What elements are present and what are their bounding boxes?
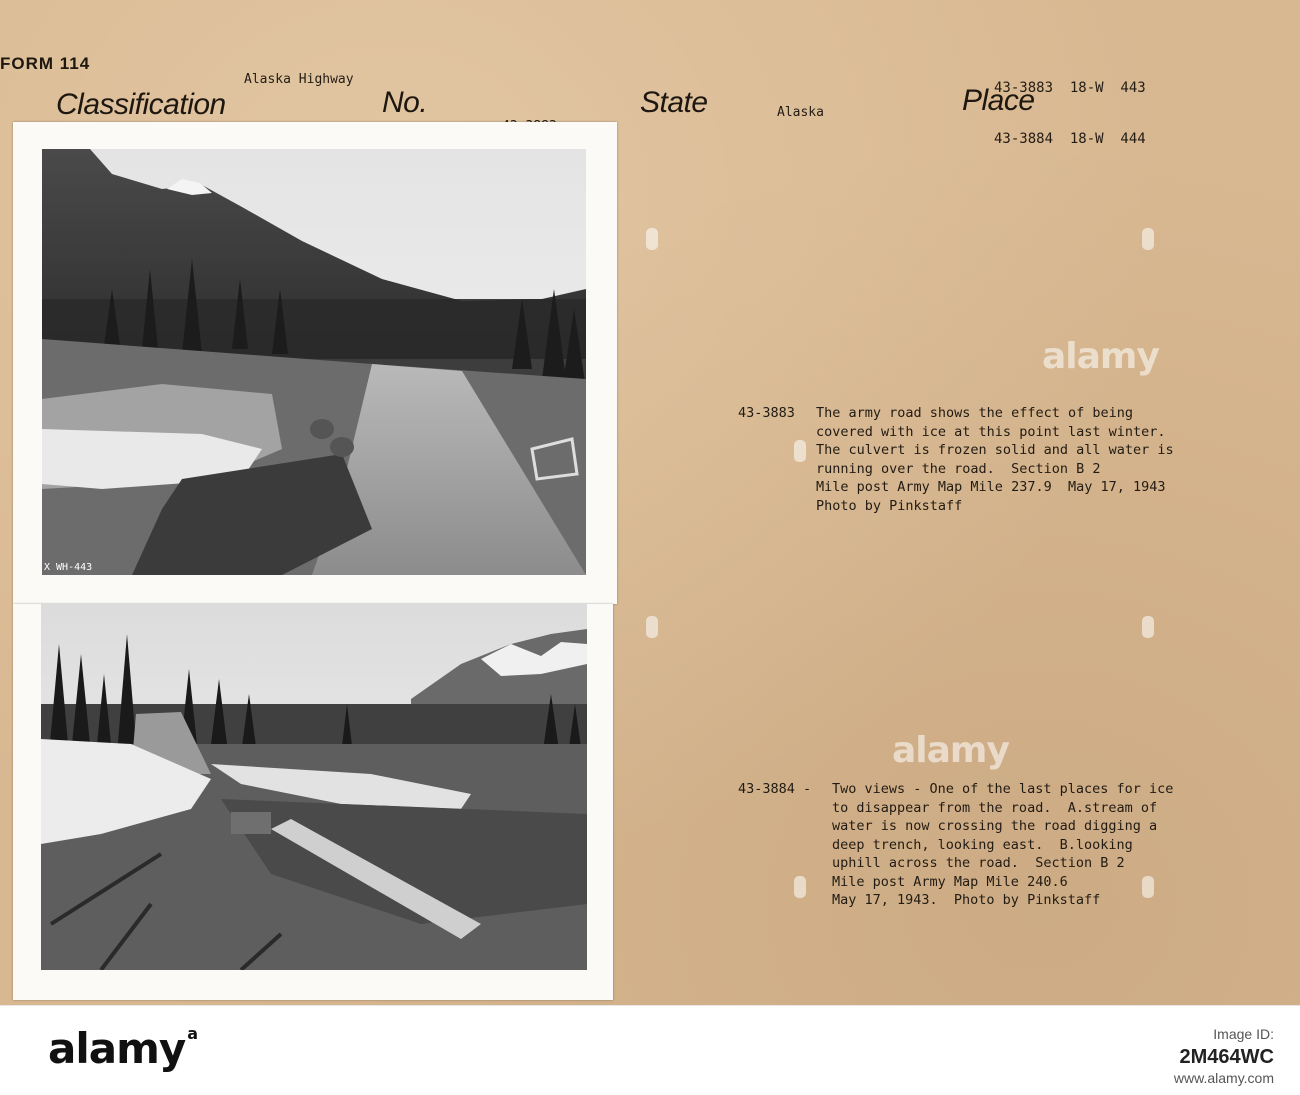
caption-number: 43-3884 - <box>738 781 812 797</box>
caption-line: Mile post Army Map Mile 237.9 May 17, 1943 <box>816 479 1166 495</box>
caption-line: deep trench, looking east. B.looking <box>832 836 1133 853</box>
state-heading: State <box>640 86 708 119</box>
caption-line: running over the road. Section B 2 <box>816 460 1101 477</box>
watermark-mark <box>1142 228 1154 250</box>
caption-line: water is now crossing the road digging a <box>832 818 1158 834</box>
photo-mount-bottom <box>13 604 613 1000</box>
trademark-mark: a <box>187 1024 198 1043</box>
caption-line: to disappear from the road. A.stream of <box>832 799 1158 816</box>
footer-logo-text: alamy <box>48 1024 186 1073</box>
number-heading: No. <box>382 86 428 119</box>
watermark-mark <box>646 616 658 638</box>
footer-meta <box>1213 1026 1274 1042</box>
state-value: Alaska <box>777 105 824 120</box>
photo-stream-trench-image <box>41 604 587 970</box>
watermark: alamy <box>892 730 1009 771</box>
photo-road-ice-image <box>42 149 586 575</box>
footer-url[interactable]: www.alamy.com <box>1173 1070 1274 1086</box>
caption-line: The culvert is frozen solid and all water is <box>816 442 1174 458</box>
caption-number: 43-3883 <box>738 405 795 421</box>
classification-heading: Classification <box>56 88 226 121</box>
photo-mark-text: X WH-443 <box>44 562 93 573</box>
watermark-mark <box>794 440 806 462</box>
caption-line: covered with ice at this point last winter. <box>816 423 1166 440</box>
caption-text <box>832 780 1173 910</box>
caption-line: Mile post Army Map Mile 240.6 <box>832 873 1068 890</box>
photo-road-ice <box>42 149 586 575</box>
caption-line: Photo by Pinkstaff <box>816 497 963 514</box>
caption-line: uphill across the road. Section B 2 <box>832 855 1125 871</box>
stock-footer <box>0 1005 1300 1095</box>
caption-line: May 17, 1943. Photo by Pinkstaff <box>832 892 1101 908</box>
watermark-mark <box>646 228 658 250</box>
place-value-1: 43-3883 18-W 443 <box>994 80 1146 96</box>
caption-line: Two views - One of the last places for ice <box>832 781 1174 797</box>
caption-text <box>816 404 1174 515</box>
classification-value: Alaska Highway <box>244 72 354 87</box>
place-heading: Place <box>962 84 1035 117</box>
place-value-2: 43-3884 18-W 444 <box>994 131 1146 147</box>
photo-stream-trench <box>41 604 587 970</box>
watermark: alamy <box>1042 336 1159 377</box>
footer-url-wrap <box>1174 1070 1274 1086</box>
watermark-mark <box>1142 876 1154 898</box>
image-id-label: Image ID: <box>1213 1026 1274 1042</box>
caption-line: The army road shows the effect of being <box>816 405 1133 421</box>
footer-logo <box>48 1024 197 1073</box>
image-id: 2M464WC <box>1179 1046 1274 1068</box>
photo-mount-top <box>13 122 617 604</box>
watermark-mark <box>794 876 806 898</box>
form-label: FORM 114 <box>0 54 91 73</box>
place-values <box>994 46 1146 182</box>
watermark-mark <box>1142 616 1154 638</box>
